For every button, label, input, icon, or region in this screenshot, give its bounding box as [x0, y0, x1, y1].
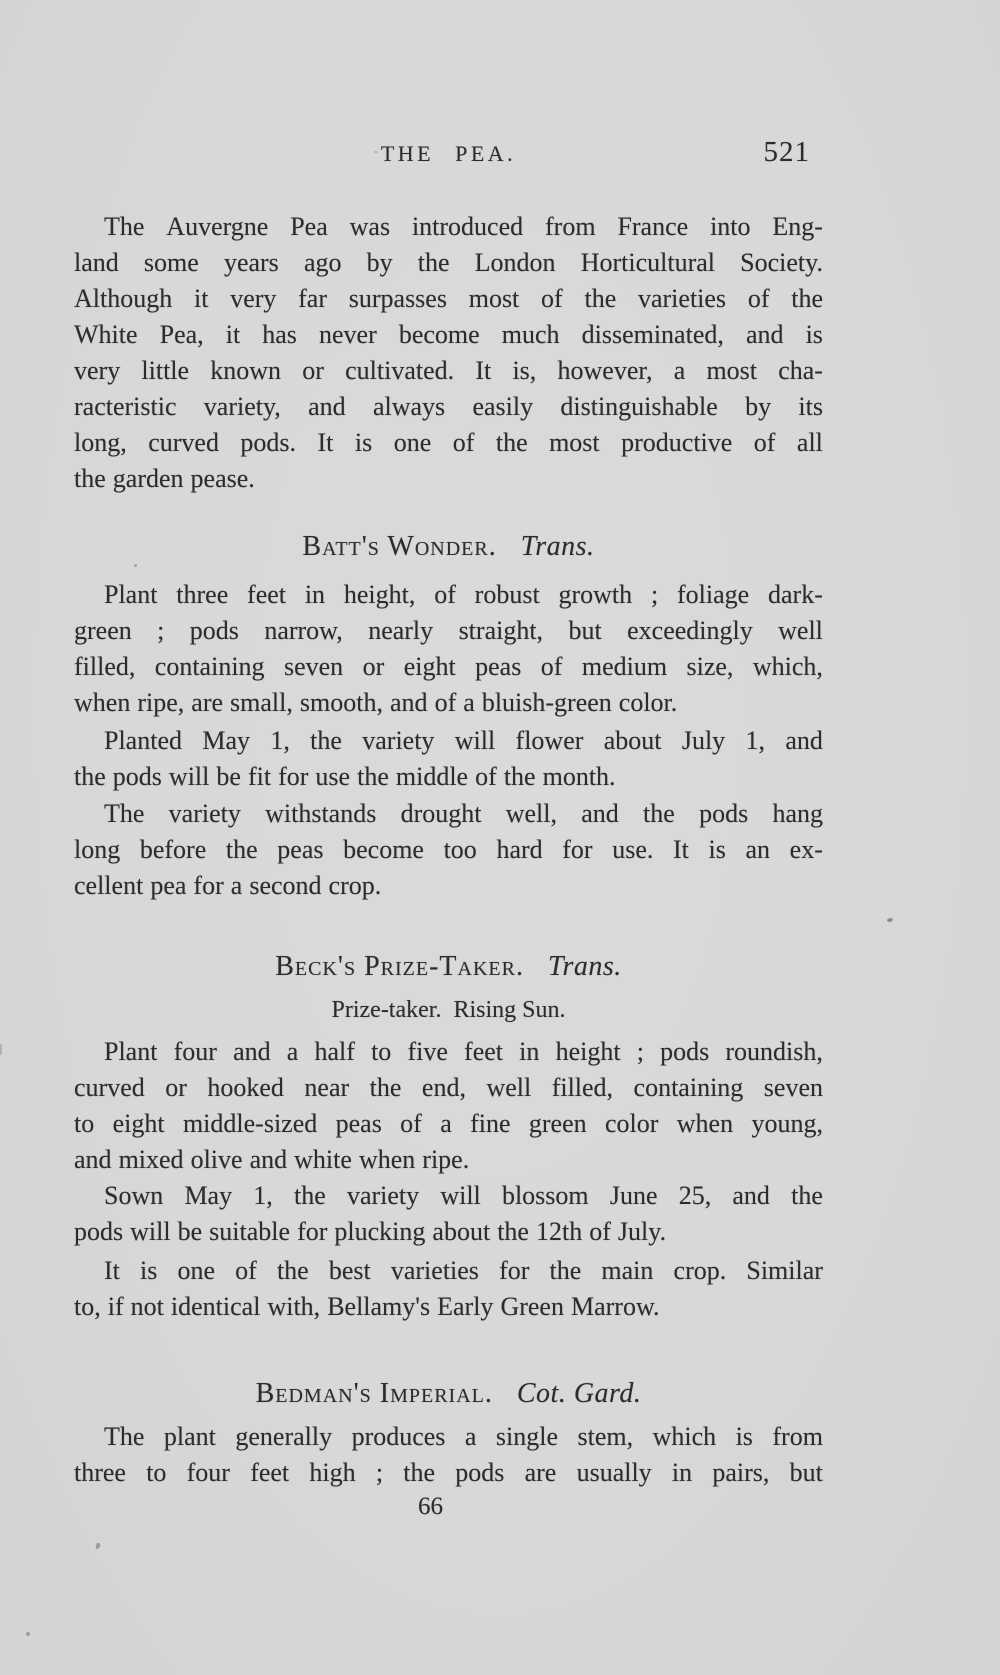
text-line: to, if not identical with, Bellamy's Early Green Marrow.	[74, 1292, 660, 1321]
page-number: 521	[763, 136, 810, 168]
text-line: Plant three feet in height, of robust growth ; foliage dark-	[104, 580, 823, 609]
scan-artifact	[26, 1632, 30, 1636]
variety-name: Batt's Wonder.	[302, 531, 497, 562]
scan-artifact	[887, 917, 894, 922]
scan-artifact	[134, 564, 137, 567]
text-line: White Pea, it has never become much disseminated, and is	[74, 320, 823, 349]
variety-heading	[74, 1376, 823, 1412]
text-line: The variety withstands drought well, and the pods hang	[104, 799, 823, 828]
text-line: filled, containing seven or eight peas of medium size, which,	[74, 652, 823, 681]
source-citation: Trans.	[520, 531, 595, 562]
source-citation: Cot. Gard.	[516, 1378, 642, 1409]
text-line: The Auvergne Pea was introduced from France into Eng-	[104, 212, 823, 241]
text-line: long, curved pods. It is one of the most productive of all	[74, 428, 823, 457]
variety-heading	[74, 529, 823, 565]
scan-artifact	[374, 151, 378, 153]
text-line: when ripe, are small, smooth, and of a bluish-green color.	[74, 688, 678, 717]
text-line: Planted May 1, the variety will flower about July 1, and	[104, 726, 823, 755]
paragraph	[74, 1178, 823, 1250]
synonyms-line: Prize-taker. Rising Sun.	[331, 997, 566, 1023]
text-line: Sown May 1, the variety will blossom June 25, and the	[104, 1181, 823, 1210]
text-line: curved or hooked near the end, well filled, containing seven	[74, 1073, 823, 1102]
text-line: green ; pods narrow, nearly straight, but exceedingly well	[74, 616, 823, 645]
text-line: three to four feet high ; the pods are usually in pairs, but	[74, 1458, 823, 1487]
paragraph	[74, 723, 823, 795]
text-line: pods will be suitable for plucking about the 12th of July.	[74, 1217, 667, 1246]
text-block	[74, 0, 823, 1675]
variety-name: Beck's Prize-Taker.	[275, 951, 524, 982]
text-line: Although it very far surpasses most of the varieties of the	[74, 284, 823, 313]
paragraph	[74, 1419, 823, 1491]
text-line: land some years ago by the London Horticultural Society.	[74, 248, 823, 277]
scan-artifact	[0, 1044, 2, 1055]
text-line: very little known or cultivated. It is, however, a most cha-	[74, 356, 823, 385]
text-line: The plant generally produces a single stem, which is from	[104, 1422, 823, 1451]
signature-mark: 66	[418, 1493, 443, 1520]
paragraph	[74, 1034, 823, 1178]
text-line: It is one of the best varieties for the main crop. Similar	[104, 1256, 823, 1285]
text-line: Plant four and a half to five feet in height ; pods roundish,	[104, 1037, 823, 1066]
text-line: long before the peas become too hard for use. It is an ex-	[74, 835, 823, 864]
paragraph	[74, 209, 823, 497]
text-line: to eight middle-sized peas of a fine green color when young,	[74, 1109, 823, 1138]
variety-heading	[74, 949, 823, 985]
text-line: cellent pea for a second crop.	[74, 871, 382, 900]
paragraph	[74, 1253, 823, 1325]
source-citation: Trans.	[547, 951, 622, 982]
running-title: THE PEA.	[380, 141, 517, 166]
text-line: and mixed olive and white when ripe.	[74, 1145, 470, 1174]
variety-name: Bedman's Imperial.	[255, 1378, 493, 1409]
text-line: racteristic variety, and always easily distinguishable by its	[74, 392, 823, 421]
text-line: the garden pease.	[74, 464, 255, 493]
paragraph	[74, 577, 823, 721]
paragraph	[74, 796, 823, 904]
text-line: the pods will be fit for use the middle of the month.	[74, 762, 616, 791]
